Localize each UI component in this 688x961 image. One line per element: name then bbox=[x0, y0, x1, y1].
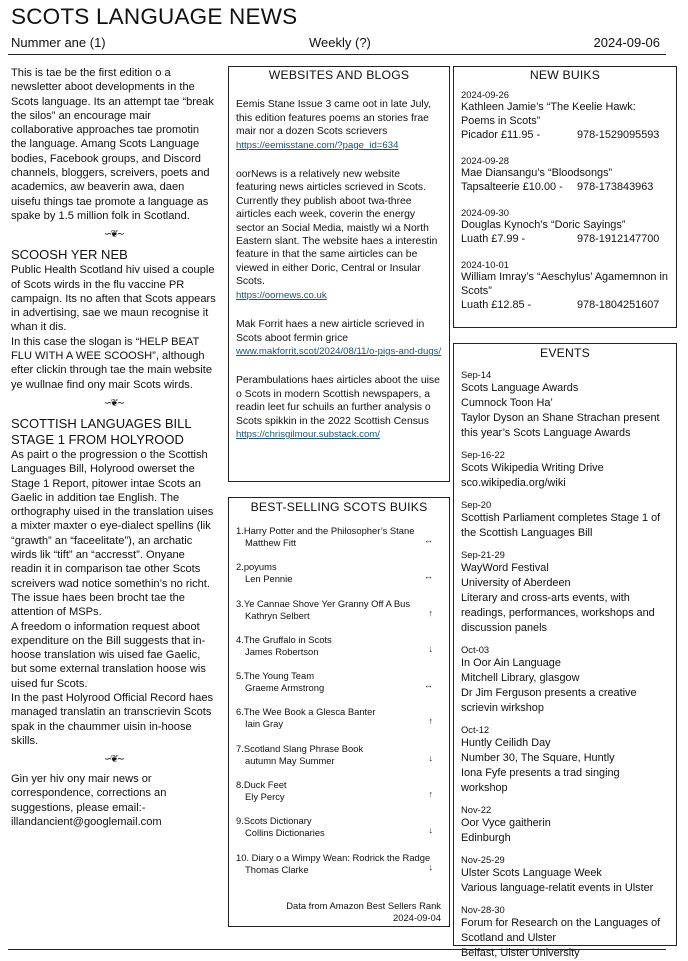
section-paragraph: In the past Holyrood Official Record haes managed translatin an transcrievin Scots spak in the chaummer uisin in-hoose skills. bbox=[11, 691, 214, 747]
event-date: Oct-12 bbox=[461, 724, 490, 735]
event-line: sco.wikipedia.org/wiki bbox=[461, 477, 566, 489]
event-line: Huntly Ceilidh Day bbox=[461, 737, 551, 749]
buik-pricing bbox=[461, 181, 669, 195]
bestseller-item bbox=[229, 743, 449, 779]
event-item bbox=[461, 548, 669, 636]
bestseller-title: 10. Diary o a Wimpy Wean: Rodrick the Radge bbox=[236, 851, 431, 863]
trend-arrow-icon: ↓ bbox=[428, 825, 433, 836]
new-buiks-heading: NEW BUIKS bbox=[529, 68, 601, 82]
bestseller-title: 1.Harry Potter and the Philosopher’s Stane bbox=[236, 525, 415, 536]
event-line: Mitchell Library, glasgow bbox=[461, 672, 580, 684]
issue-frequency: Weekly (?) bbox=[309, 35, 371, 50]
source-note: Data from Amazon Best Sellers Rank bbox=[286, 900, 441, 911]
event-date: Oct-03 bbox=[461, 644, 490, 655]
event-date: Nov-25-29 bbox=[461, 854, 505, 865]
trend-arrow-icon: ↑ bbox=[428, 789, 433, 800]
new-buik-item bbox=[461, 259, 669, 319]
issue-number: Nummer ane (1) bbox=[11, 35, 106, 50]
event-line: Number 30, The Square, Huntly bbox=[461, 752, 615, 764]
masthead-title: SCOTS LANGUAGE NEWS bbox=[11, 4, 298, 29]
event-line: Oor Vyce gaitherin bbox=[461, 817, 551, 829]
bestseller-item bbox=[229, 670, 449, 706]
trend-arrow-icon: ↔ bbox=[424, 571, 433, 582]
bestsellers-heading: BEST-SELLING SCOTS BUIKS bbox=[250, 500, 428, 514]
new-buik-item bbox=[461, 155, 669, 201]
website-link[interactable]: www.makforrit.scot/2024/08/11/o-pigs-and-dugs/ bbox=[236, 345, 442, 357]
buik-isbn: 978-173843963 bbox=[577, 180, 654, 193]
websites-heading: WEBSITES AND BLOGS bbox=[268, 68, 410, 82]
event-item bbox=[461, 723, 669, 796]
bestsellers-source bbox=[286, 900, 441, 924]
trend-arrow-icon: ↔ bbox=[424, 535, 433, 545]
bestsellers-list bbox=[229, 525, 449, 888]
event-line: Scots Wikipedia Writing Drive bbox=[461, 462, 604, 474]
event-line: Taylor Dyson an Shane Strachan present this year’s Scots Language Awards bbox=[461, 412, 660, 439]
buik-title: Kathleen Jamie’s “The Keelie Hawk: Poems in Scots” bbox=[461, 100, 636, 127]
trend-arrow-icon: ↑ bbox=[428, 607, 433, 618]
bestseller-author: autumn May Summer bbox=[245, 754, 335, 766]
ornament-divider: ∽❦∼ bbox=[103, 229, 124, 241]
issue-date: 2024-09-06 bbox=[593, 35, 660, 50]
website-link[interactable]: https://chrisgilmour.substack.com/ bbox=[236, 428, 380, 440]
bestseller-author: Thomas Clarke bbox=[245, 863, 309, 875]
new-buik-item bbox=[461, 207, 669, 253]
bestseller-item bbox=[229, 852, 449, 888]
masthead-rule bbox=[8, 54, 666, 55]
bestseller-item bbox=[229, 634, 449, 670]
website-text: Perambulations haes airticles aboot the uise o Scots in modern Scottish newspapers, a readin leet fur schuils an further analysis o Scots spikkin in the 2022 Scottish Census bbox=[236, 375, 440, 427]
buik-title: Mae Diansangu’s “Bloodsongs” bbox=[461, 166, 613, 179]
new-buik-item bbox=[461, 89, 669, 149]
buik-date: 2024-09-26 bbox=[461, 88, 509, 100]
event-line: Belfast, Ulster University bbox=[461, 947, 580, 959]
section-paragraph: Public Health Scotland hiv uised a couple of Scots wirds in the flu vaccine PR campaign. Its no aften that Scots appears in advertising, sae we maun recognise it whan it dis. bbox=[11, 264, 216, 334]
intro-paragraph: This is tae be the first edition o a newsletter aboot developments in the Scots language. Its an attempt tae “break the silos” an encourage mair collaborative approaches tae promotin the language. Amang Scots Language bodies, Facebook groups, and Discord channels, bloggers, screivers, poets and academics, aw beaverin awa, daen uisefu things tae promote a language as spake by 1.5 million folk in Scotland. bbox=[11, 67, 214, 222]
trend-arrow-icon: ↑ bbox=[428, 716, 433, 727]
section-paragraph: A freedom o information request aboot expenditure on the Bill suggests that in-hoose translation wis uised fae Gaelic, but some external translation hoose wis uised fur Scots. bbox=[11, 620, 206, 690]
trend-arrow-icon: ↓ bbox=[428, 861, 433, 872]
buik-pricing bbox=[461, 299, 669, 313]
bestsellers-box bbox=[228, 497, 450, 927]
source-date: 2024-09-04 bbox=[393, 912, 441, 923]
closing-paragraph: Gin yer hiv ony mair news or correspondence, corrections an suggestions, please email:- illandancient@googlemail.com bbox=[11, 773, 167, 829]
section-heading: SCOTTISH LANGUAGES BILL STAGE 1 FROM HOLYROOD bbox=[11, 415, 192, 447]
event-line: Forum for Research on the Languages of Scotland and Ulster bbox=[461, 917, 661, 944]
event-line: Iona Fyfe presents a trad singing workshop bbox=[461, 767, 620, 794]
bestseller-item bbox=[229, 561, 449, 597]
event-line: Dr Jim Ferguson presents a creative scrievin wirkshop bbox=[461, 687, 637, 714]
website-entry bbox=[236, 318, 442, 358]
website-entry bbox=[236, 98, 442, 152]
section-heading: SCOOSH YER NEB bbox=[11, 247, 128, 263]
event-line: Various language-relatit events in Ulster bbox=[461, 882, 654, 894]
buik-pricing bbox=[461, 233, 669, 247]
buik-publisher: Picador £11.95 - bbox=[461, 128, 541, 141]
buik-publisher: Luath £12.85 - bbox=[461, 298, 532, 311]
bestseller-title: 8.Duck Feet bbox=[236, 779, 287, 791]
bestseller-title: 7.Scotland Slang Phrase Book bbox=[236, 742, 364, 754]
website-link[interactable]: https://eemisstane.com/?page_id=634 bbox=[236, 139, 399, 151]
website-text: oorNews is a relatively new website featuring news airticles scrieved in Scots. Currently they publish aboot twa-three airticles each week, coverin the energy sector an Social Media, maistly wi a North Eastern slant. The website haes a interestin feature in that the same airticles can be viewed in either Doric, Central or Insular Scots. bbox=[236, 169, 438, 288]
bestseller-title: 5.The Young Team bbox=[236, 670, 315, 682]
bestseller-author: Graeme Armstrong bbox=[245, 682, 325, 694]
section-paragraph: In this case the slogan is “HELP BEAT FLU WITH A WEE SCOOSH”, although efter clickin through tae the main website ye wullnae find ony mair Scots wirds. bbox=[11, 335, 213, 391]
ornament-divider: ∽❦∼ bbox=[103, 397, 124, 409]
bestseller-title: 4.The Gruffalo in Scots bbox=[236, 633, 332, 645]
buik-pricing bbox=[461, 129, 669, 143]
bestseller-title: 9.Scots Dictionary bbox=[236, 815, 312, 827]
bestseller-item bbox=[229, 706, 449, 742]
bestseller-author: Kathryn Selbert bbox=[245, 609, 310, 621]
event-date: Sep-16-22 bbox=[461, 449, 505, 460]
website-text: Eemis Stane Issue 3 came oot in late July, this edition features poems an stories frae mair nor a dozen Scots scrievers bbox=[236, 99, 432, 138]
event-item bbox=[461, 368, 669, 441]
bestseller-item bbox=[229, 815, 449, 851]
event-line: WayWord Festival bbox=[461, 562, 549, 574]
buik-title: William Imray’s “Aeschylus’ Agamemnon in Scots” bbox=[461, 270, 668, 297]
ornament-divider: ∽❦∼ bbox=[103, 754, 124, 766]
event-date: Nov-22 bbox=[461, 804, 492, 815]
buik-date: 2024-10-01 bbox=[461, 258, 509, 270]
bestseller-title: 2.poyums bbox=[236, 561, 277, 573]
website-entry bbox=[236, 168, 442, 302]
bestseller-author: Len Pennie bbox=[245, 573, 293, 585]
bestseller-item bbox=[229, 779, 449, 815]
event-item bbox=[461, 448, 669, 491]
bestseller-item bbox=[229, 598, 449, 634]
buik-isbn: 978-1804251607 bbox=[577, 298, 660, 311]
buik-publisher: Luath £7.99 - bbox=[461, 232, 526, 245]
event-line: Ulster Scots Language Week bbox=[461, 867, 602, 879]
masthead-subline bbox=[11, 35, 660, 53]
events-box bbox=[453, 343, 677, 959]
buik-title: Douglas Kynoch’s “Doric Sayings” bbox=[461, 218, 626, 231]
event-line: In Oor Ain Language bbox=[461, 657, 561, 669]
website-entry bbox=[236, 374, 442, 441]
event-line: Scots Language Awards bbox=[461, 382, 579, 394]
event-line: University of Aberdeen bbox=[461, 577, 571, 589]
event-line: Scottish Parliament completes Stage 1 of the Scottish Languages Bill bbox=[461, 512, 661, 539]
website-text: Mak Forrit haes a new airticle scrieved in Scots aboot fermin grice bbox=[236, 319, 425, 344]
event-item bbox=[461, 803, 669, 846]
trend-arrow-icon: ↓ bbox=[428, 752, 433, 763]
buik-isbn: 978-1529095593 bbox=[577, 128, 660, 141]
websites-box bbox=[228, 66, 450, 482]
bestseller-author: Collins Dictionaries bbox=[245, 827, 325, 839]
bestseller-author: Matthew Fitt bbox=[245, 537, 297, 548]
section-paragraph: As pairt o the progression o the Scottish Languages Bill, Holyrood owerset the Stage 1 Report, pitower intae Scots an Gaelic in addition tae English. The orthography uised in the translation uises a mixter maxter o eye-dialect spellins (lik “grawth” an “faceelitate”), an archatic wirds lik “tift” an “accresst”. Onyane readin it in comparison tae other Scots screivers wad notice somethin’s no richt. The issue haes been brocht tae the attention of MSPs. bbox=[11, 448, 214, 619]
event-item bbox=[461, 643, 669, 716]
bestseller-item bbox=[229, 525, 449, 561]
event-line: Edinburgh bbox=[461, 832, 511, 844]
event-line: Cumnock Toon Ha’ bbox=[461, 397, 553, 409]
event-date: Sep-14 bbox=[461, 369, 492, 380]
event-line: Literary and cross-arts events, with readings, performances, workshops and discussion panels bbox=[461, 592, 655, 634]
trend-arrow-icon: ↔ bbox=[424, 680, 433, 691]
buik-date: 2024-09-28 bbox=[461, 154, 509, 166]
buik-date: 2024-09-30 bbox=[461, 206, 509, 218]
buik-publisher: Tapsalteerie £10.00 - bbox=[461, 180, 563, 193]
event-item bbox=[461, 498, 669, 541]
bestseller-title: 6.The Wee Book a Glesca Banter bbox=[236, 706, 376, 718]
bestseller-author: James Robertson bbox=[245, 645, 319, 657]
events-heading: EVENTS bbox=[540, 346, 590, 360]
website-link[interactable]: https://oornews.co.uk bbox=[236, 289, 327, 301]
event-item bbox=[461, 853, 669, 896]
event-date: Sep-21-29 bbox=[461, 549, 505, 560]
bestseller-author: Ely Percy bbox=[245, 791, 285, 803]
new-buiks-box bbox=[453, 66, 677, 328]
event-date: Nov-28-30 bbox=[461, 904, 505, 915]
event-item bbox=[461, 903, 669, 961]
left-column bbox=[11, 66, 216, 829]
trend-arrow-icon: ↓ bbox=[428, 643, 433, 654]
buik-isbn: 978-1912147700 bbox=[577, 232, 660, 245]
bestseller-title: 3.Ye Cannae Shove Yer Granny Off A Bus bbox=[236, 597, 411, 609]
event-date: Sep-20 bbox=[461, 499, 492, 510]
bestseller-author: Iain Gray bbox=[245, 718, 284, 730]
